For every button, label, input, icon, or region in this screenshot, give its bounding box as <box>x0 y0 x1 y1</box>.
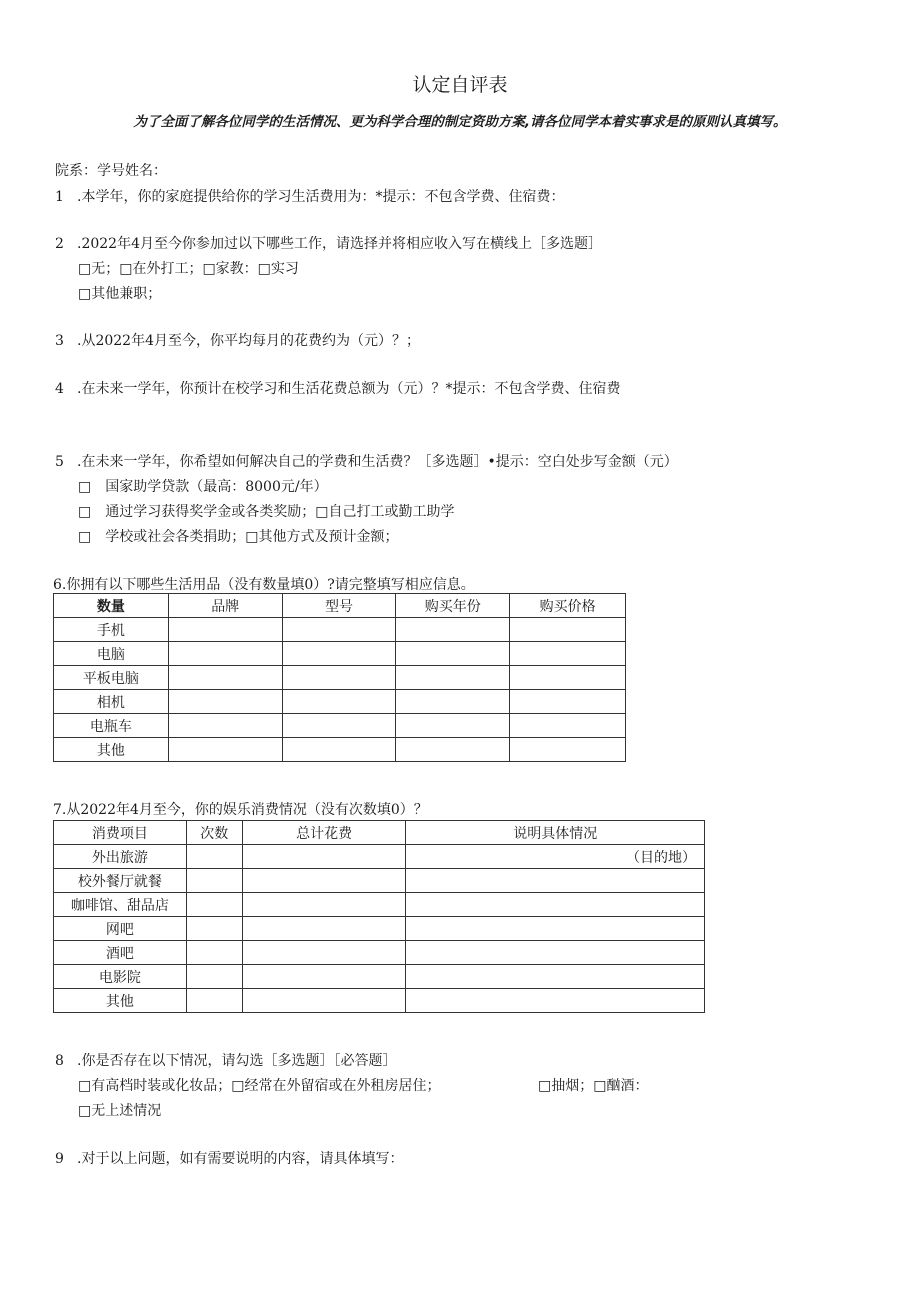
input-cell[interactable] <box>186 989 242 1013</box>
input-cell[interactable] <box>186 917 242 941</box>
question-text: .2022年4月至今你参加过以下哪些工作，请选择并将相应收入写在横线上［多选题］ <box>77 236 602 252</box>
input-cell[interactable] <box>168 714 282 738</box>
input-cell[interactable] <box>396 714 510 738</box>
row-label: 相机 <box>54 690 169 714</box>
q5-option-scholarship[interactable]: □ 通过学习获得奖学金或各类奖励；□自己打工或勤工助学 <box>78 504 455 520</box>
input-cell[interactable] <box>510 714 626 738</box>
input-cell[interactable] <box>396 690 510 714</box>
table-row <box>54 917 705 941</box>
input-cell[interactable] <box>510 690 626 714</box>
input-cell[interactable] <box>168 642 282 666</box>
items-table <box>53 593 626 762</box>
question-7: 7.从2022年4月至今，你的娱乐消费情况（没有次数填0）？ <box>53 802 428 818</box>
question-number: 2 <box>55 236 64 252</box>
question-number: 3 <box>55 333 64 349</box>
input-cell[interactable] <box>242 869 406 893</box>
input-cell[interactable] <box>186 845 242 869</box>
question-text: .本学年，你的家庭提供给你的学习生活费用为：*提示：不包含学费、住宿费： <box>77 189 565 205</box>
q2-options-line1[interactable]: □无；□在外打工；□家教：□实习 <box>78 261 299 277</box>
input-cell[interactable] <box>168 738 282 762</box>
row-label: 其他 <box>54 738 169 762</box>
input-cell[interactable] <box>406 917 705 941</box>
input-cell[interactable] <box>242 845 406 869</box>
q8-options-line1b[interactable]: □抽烟；□酗酒： <box>538 1078 649 1094</box>
page-title: 认定自评表 <box>412 74 508 96</box>
row-label: 电瓶车 <box>54 714 169 738</box>
input-cell[interactable] <box>186 893 242 917</box>
q5-option-donation[interactable]: □ 学校或社会各类捐助；□其他方式及预计金额； <box>78 529 399 545</box>
row-label: 电脑 <box>54 642 169 666</box>
input-cell[interactable] <box>282 666 396 690</box>
input-cell[interactable] <box>168 618 282 642</box>
row-label: 网吧 <box>54 917 187 941</box>
table-header-row <box>54 821 705 845</box>
page-subtitle: 为了全面了解各位同学的生活情况、更为科学合理的制定资助方案,请各位同学本着实事求是的原则认真填写。 <box>133 114 787 130</box>
question-5 <box>55 451 678 471</box>
q2-options-line2[interactable]: □其他兼职； <box>78 286 162 302</box>
input-cell[interactable] <box>282 690 396 714</box>
question-number: 5 <box>55 454 64 470</box>
question-number: 1 <box>55 189 64 205</box>
row-label: 咖啡馆、甜品店 <box>54 893 187 917</box>
input-cell[interactable] <box>186 941 242 965</box>
input-cell[interactable] <box>396 642 510 666</box>
header-cell: 说明具体情况 <box>406 821 705 845</box>
row-label: 平板电脑 <box>54 666 169 690</box>
row-label: 校外餐厅就餐 <box>54 869 187 893</box>
input-cell[interactable] <box>242 917 406 941</box>
question-number: 8 <box>55 1053 64 1069</box>
input-cell[interactable] <box>186 965 242 989</box>
question-9 <box>55 1148 403 1168</box>
row-label: 手机 <box>54 618 169 642</box>
input-cell[interactable] <box>396 738 510 762</box>
q5-option-loan[interactable]: □ 国家助学贷款（最高：8000元/年） <box>78 479 328 495</box>
header-cell: 数量 <box>54 594 169 618</box>
input-cell[interactable] <box>510 666 626 690</box>
question-1 <box>55 186 564 206</box>
question-4 <box>55 378 620 398</box>
header-cell: 购买价格 <box>510 594 626 618</box>
input-cell[interactable] <box>510 618 626 642</box>
header-line: 院系：学号姓名： <box>55 163 167 179</box>
input-cell[interactable] <box>186 869 242 893</box>
input-cell[interactable] <box>406 893 705 917</box>
question-text: .在未来一学年，你希望如何解决自己的学费和生活费？［多选题］•提示：空白处步写金额（元） <box>77 454 678 470</box>
header-cell: 次数 <box>186 821 242 845</box>
table-row <box>54 845 705 869</box>
input-cell[interactable] <box>282 738 396 762</box>
input-cell[interactable] <box>510 738 626 762</box>
question-8 <box>55 1050 396 1070</box>
question-2 <box>55 233 602 253</box>
input-cell[interactable] <box>396 666 510 690</box>
input-cell[interactable] <box>396 618 510 642</box>
question-text: .从2022年4月至今，你平均每月的花费约为（元）？； <box>77 333 420 349</box>
input-cell[interactable] <box>406 869 705 893</box>
row-label: 其他 <box>54 989 187 1013</box>
table-row <box>54 618 626 642</box>
input-cell[interactable] <box>242 893 406 917</box>
entertainment-table <box>53 820 705 1013</box>
input-cell[interactable] <box>282 714 396 738</box>
table-row <box>54 642 626 666</box>
input-cell[interactable] <box>406 989 705 1013</box>
header-cell: 总计花费 <box>242 821 406 845</box>
input-cell[interactable] <box>510 642 626 666</box>
header-cell: 消费项目 <box>54 821 187 845</box>
destination-cell[interactable]: （目的地） <box>406 845 705 869</box>
header-cell: 型号 <box>282 594 396 618</box>
row-label: 外出旅游 <box>54 845 187 869</box>
input-cell[interactable] <box>168 666 282 690</box>
question-text: .对于以上问题，如有需要说明的内容，请具体填写： <box>77 1151 404 1167</box>
input-cell[interactable] <box>242 989 406 1013</box>
q8-options-line1a[interactable]: □有高档时装或化妆品；□经常在外留宿或在外租房居住； <box>78 1078 441 1094</box>
table-row <box>54 666 626 690</box>
input-cell[interactable] <box>242 941 406 965</box>
q8-options-line2[interactable]: □无上述情况 <box>78 1103 162 1119</box>
table-row <box>54 869 705 893</box>
header-cell: 品牌 <box>168 594 282 618</box>
table-row <box>54 690 626 714</box>
table-row <box>54 714 626 738</box>
question-text: .在未来一学年，你预计在校学习和生活花费总额为（元）？*提示：不包含学费、住宿费 <box>77 381 621 397</box>
header-cell: 购买年份 <box>396 594 510 618</box>
input-cell[interactable] <box>242 965 406 989</box>
question-number: 9 <box>55 1151 64 1167</box>
input-cell[interactable] <box>282 618 396 642</box>
input-cell[interactable] <box>282 642 396 666</box>
table-header-row <box>54 594 626 618</box>
table-row <box>54 893 705 917</box>
table-row <box>54 989 705 1013</box>
input-cell[interactable] <box>406 941 705 965</box>
input-cell[interactable] <box>406 965 705 989</box>
row-label: 酒吧 <box>54 941 187 965</box>
table-row <box>54 965 705 989</box>
question-text: .你是否存在以下情况，请勾选［多选题］［必答题］ <box>77 1053 397 1069</box>
question-3 <box>55 330 420 350</box>
row-label: 电影院 <box>54 965 187 989</box>
input-cell[interactable] <box>168 690 282 714</box>
table-row <box>54 738 626 762</box>
question-number: 4 <box>55 381 64 397</box>
question-6: 6.你拥有以下哪些生活用品（没有数量填0）?请完整填写相应信息。 <box>53 577 475 593</box>
table-row <box>54 941 705 965</box>
